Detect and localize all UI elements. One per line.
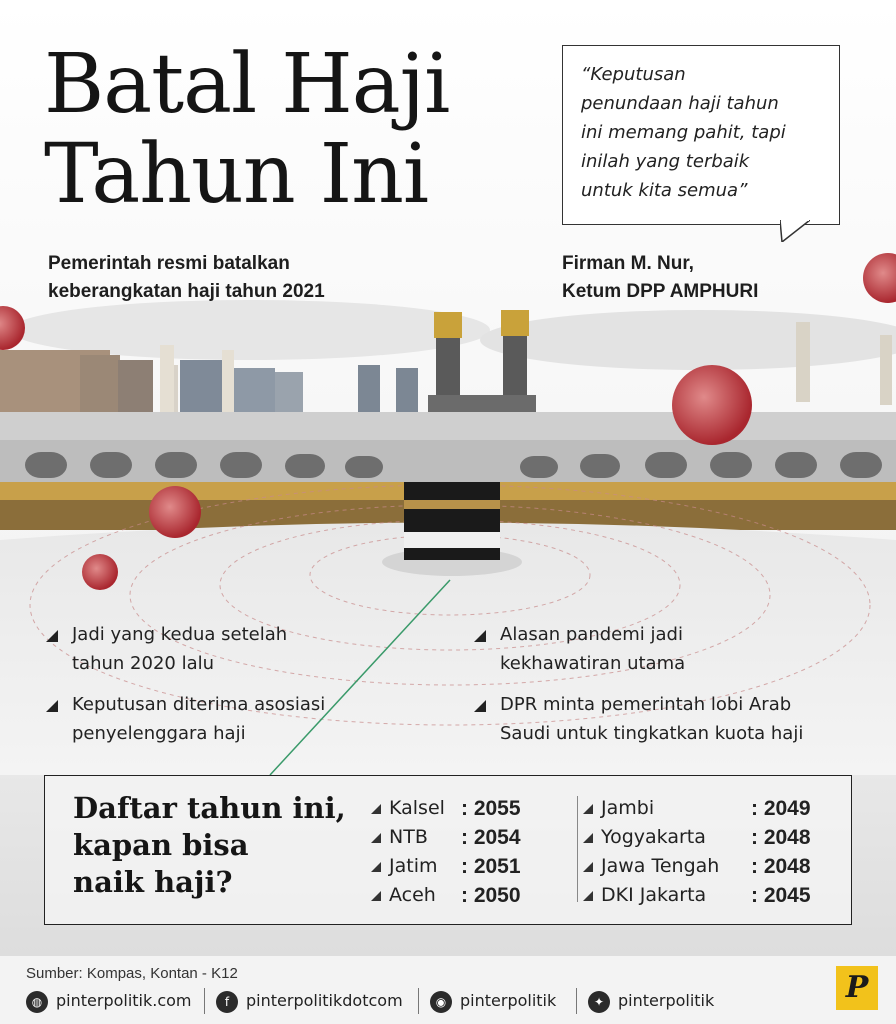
- facebook-text: pinterpolitikdotcom: [246, 991, 403, 1010]
- bullet-line: kekhawatiran utama: [500, 653, 686, 674]
- title-line-2: Tahun Ini: [44, 127, 429, 222]
- triangle-bullet-icon: [371, 804, 381, 814]
- subtitle: [48, 250, 408, 306]
- triangle-bullet-icon: [46, 630, 58, 642]
- bullet-line: Alasan pandemi jadi: [500, 624, 683, 645]
- subtitle-line-1: Pemerintah resmi batalkan: [48, 253, 290, 274]
- list-entry: [583, 852, 833, 881]
- bullet-point: [46, 690, 452, 748]
- speaker: [562, 250, 862, 306]
- list-entry: [371, 881, 571, 910]
- year-value: : 2050: [461, 884, 521, 907]
- province-name: DKI Jakarta: [601, 884, 707, 906]
- footer-divider: [204, 988, 205, 1014]
- quote-box: [562, 45, 840, 225]
- bullet-line: tahun 2020 lalu: [72, 653, 215, 674]
- bullet-point: [474, 690, 896, 748]
- year-value: : 2048: [751, 855, 811, 878]
- triangle-bullet-icon: [371, 833, 381, 843]
- globe-icon: ◍: [26, 991, 48, 1013]
- year-value: : 2054: [461, 826, 521, 849]
- quote-line: untuk kita semua”: [581, 180, 748, 201]
- year-value: : 2045: [751, 884, 811, 907]
- province-name: Jawa Tengah: [601, 855, 720, 877]
- facebook-link[interactable]: [216, 988, 403, 1014]
- list-entry: [371, 823, 571, 852]
- website-link[interactable]: [26, 988, 192, 1014]
- province-name: Yogyakarta: [601, 826, 706, 848]
- triangle-bullet-icon: [583, 804, 593, 814]
- list-heading-line: naik haji?: [73, 865, 233, 899]
- bullet-line: DPR minta pemerintah lobi Arab: [500, 694, 792, 715]
- year-value: : 2049: [751, 797, 811, 820]
- website-text: pinterpolitik.com: [56, 991, 192, 1010]
- bullet-line: Keputusan diterima asosiasi: [72, 694, 326, 715]
- quote-text: [581, 60, 825, 205]
- title-line-1: Batal Haji: [44, 37, 450, 132]
- instagram-icon: ◉: [430, 991, 452, 1013]
- speech-bubble-tail: [780, 220, 810, 242]
- bullet-point: [474, 620, 896, 678]
- list-entry: [371, 852, 571, 881]
- quote-line: “Keputusan: [581, 64, 686, 85]
- province-name: Jatim: [389, 855, 438, 877]
- list-heading: [73, 790, 363, 901]
- quote-line: inilah yang terbaik: [581, 151, 750, 172]
- list-entry: [371, 794, 571, 823]
- list-entry: [583, 881, 833, 910]
- main-title: [44, 37, 514, 222]
- subtitle-line-2: keberangkatan haji tahun 2021: [48, 281, 325, 302]
- province-name: Jambi: [601, 797, 655, 819]
- speaker-name: Firman M. Nur,: [562, 253, 694, 274]
- bullet-line: Saudi untuk tingkatkan kuota haji: [500, 723, 804, 744]
- triangle-bullet-icon: [371, 891, 381, 901]
- triangle-bullet-icon: [371, 862, 381, 872]
- triangle-bullet-icon: [474, 700, 486, 712]
- list-entry: [583, 823, 833, 852]
- province-name: Aceh: [389, 884, 436, 906]
- waiting-list-box: [44, 775, 852, 925]
- province-name: NTB: [389, 826, 428, 848]
- triangle-bullet-icon: [583, 833, 593, 843]
- list-heading-line: Daftar tahun ini,: [73, 791, 346, 825]
- facebook-icon: f: [216, 991, 238, 1013]
- twitter-text: pinterpolitik: [618, 991, 715, 1010]
- quote-line: penundaan haji tahun: [581, 93, 779, 114]
- bullet-point: [46, 620, 452, 678]
- twitter-link[interactable]: [588, 988, 714, 1014]
- triangle-bullet-icon: [583, 891, 593, 901]
- province-name: Kalsel: [389, 797, 445, 819]
- list-heading-line: kapan bisa: [73, 828, 249, 862]
- list-entry: [583, 794, 833, 823]
- speaker-role: Ketum DPP AMPHURI: [562, 281, 759, 302]
- column-divider: [577, 796, 578, 902]
- instagram-text: pinterpolitik: [460, 991, 557, 1010]
- year-value: : 2055: [461, 797, 521, 820]
- footer: [0, 956, 896, 1024]
- triangle-bullet-icon: [583, 862, 593, 872]
- source-credit: Sumber: Kompas, Kontan - K12: [26, 965, 238, 982]
- instagram-link[interactable]: [430, 988, 556, 1014]
- footer-divider: [418, 988, 419, 1014]
- footer-divider: [576, 988, 577, 1014]
- pinterpolitik-logo: P: [836, 966, 878, 1010]
- year-value: : 2048: [751, 826, 811, 849]
- bullet-line: penyelenggara haji: [72, 723, 246, 744]
- quote-line: ini memang pahit, tapi: [581, 122, 786, 143]
- bullet-line: Jadi yang kedua setelah: [72, 624, 288, 645]
- twitter-icon: ✦: [588, 991, 610, 1013]
- triangle-bullet-icon: [474, 630, 486, 642]
- triangle-bullet-icon: [46, 700, 58, 712]
- year-value: : 2051: [461, 855, 521, 878]
